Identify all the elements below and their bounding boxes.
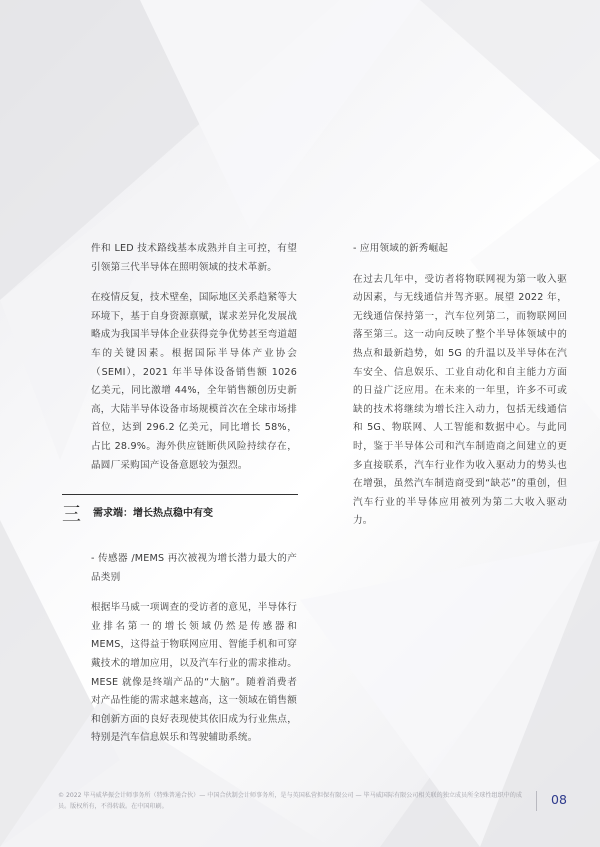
application-subheading: - 应用领域的新秀崛起 [353, 243, 449, 254]
left-column [91, 240, 297, 487]
footer-divider [536, 791, 537, 811]
left-paragraph-2: 在疫情反复，技术壁垒，国际地区关系趋紧等大环境下，基于自身资源禀赋，谋求差异化发展战略成为我国半导体企业获得竞争优势甚至弯道超车的关键因素。根据国际半导体产业协会（SEMI），2021 年半导体设备销售额 1026 亿美元，同比激增 44%，全年销售额创历史新高，大陆半导体设备市场规模首次在全球市场排首位，达到 296.2 亿美元，同比增长 58%，占比 28.9%。海外供应链断供风险持续存在，晶圆厂采购国产设备意愿较为强烈。 [91, 292, 297, 471]
application-body: 在过去几年中，受访者将物联网视为第一收入驱动因素，与无线通信并驾齐驱。展望 2022 年，无线通信保持第一，汽车位列第二，而物联网回落至第三。这一动向反映了整个半导体领域中的热点和最新趋势，如 5G 的升温以及半导体在汽车安全、信息娱乐、工业自动化和自主能力方面的日益广泛应用。在未来的一年里，许多不可或缺的技术将继续为增长注入动力，包括无线通信和 5G、物联网、人工智能和数据中心。与此同时，鉴于半导体公司和汽车制造商之间建立的更多直接联系，汽车行业作为收入驱动力的势头也在增强，虽然汽车制造商受到“缺芯”的重创，但汽车行业的半导体应用被列为第二大收入驱动力。 [353, 273, 567, 527]
right-column [353, 240, 567, 543]
sensor-mems-subheading: - 传感器 /MEMS 再次被视为增长潜力最大的产品类别 [91, 553, 297, 583]
left-column-lower [91, 550, 297, 760]
page-number: 08 [551, 792, 567, 807]
footer-copyright: © 2022 毕马威华振会计师事务所（特殊普通合伙）— 中国合伙制会计师事务所，是与英国私营担保有限公司 — 毕马威国际有限公司相关联的独立成员所全球性组织中的成员。版权所有，不得转载。在中国印刷。 [58, 792, 522, 810]
sensor-mems-body: 根据毕马威一项调查的受访者的意见，半导体行业排名第一的增长领域仍然是传感器和 MEMS，这得益于物联网应用、智能手机和可穿戴技术的增加应用，以及汽车行业的需求推动。MESE 就像是终端产品的“大脑”。随着消费者对产品性能的需求越来越高，这一领域在销售额和创新方面的良好表现使其依旧成为行业焦点，特别是汽车信息娱乐和驾驶辅助系统。 [91, 602, 297, 744]
left-paragraph-1: 件和 LED 技术路线基本成熟并自主可控，有望引领第三代半导体在照明领域的技术革新。 [91, 243, 297, 273]
section-number: 三 [62, 503, 82, 525]
section-title: 需求端：增长热点稳中有变 [93, 508, 213, 519]
section-heading [62, 494, 298, 523]
